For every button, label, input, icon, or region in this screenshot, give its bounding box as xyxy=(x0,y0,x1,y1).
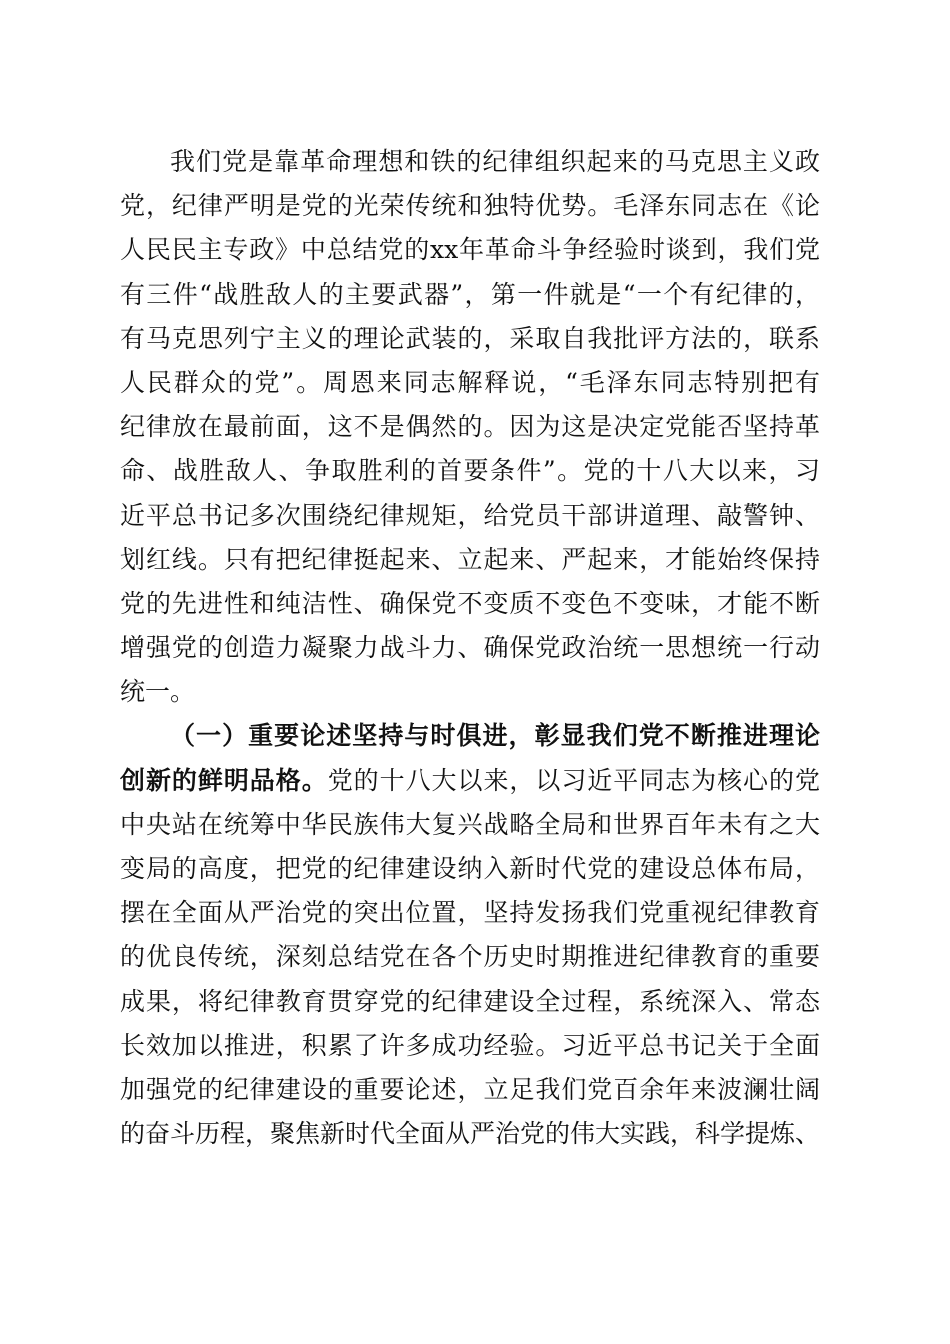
paragraph-line: 人民群众的党”。周恩来同志解释说，“毛泽东同志特别把有 xyxy=(120,367,820,397)
paragraph-1 xyxy=(120,140,820,714)
paragraph-line xyxy=(120,759,820,803)
document-body xyxy=(120,140,820,1156)
paragraph-line: 近平总书记多次围绕纪律规矩，给党员干部讲道理、敲警钟、 xyxy=(120,500,820,530)
paragraph-line: 划红线。只有把纪律挺起来、立起来、严起来，才能始终保持 xyxy=(120,544,820,574)
paragraph-2 xyxy=(120,714,820,1156)
paragraph-line: 摆在全面从严治党的突出位置，坚持发扬我们党重视纪律教育 xyxy=(120,898,820,928)
paragraph-line: 党的先进性和纯洁性、确保党不变质不变色不变味，才能不断 xyxy=(120,588,820,618)
paragraph-line: 增强党的创造力凝聚力战斗力、确保党政治统一思想统一行动 xyxy=(120,633,820,663)
paragraph-line: 有马克思列宁主义的理论武装的，采取自我批评方法的，联系 xyxy=(120,323,820,353)
paragraph-line: 成果，将纪律教育贯穿党的纪律建设全过程，系统深入、常态 xyxy=(120,986,820,1016)
section-heading-end: 创新的鲜明品格。 xyxy=(120,765,328,795)
paragraph-line: 党，纪律严明是党的光荣传统和独特优势。毛泽东同志在《论 xyxy=(120,191,820,221)
paragraph-line: 变局的高度，把党的纪律建设纳入新时代党的建设总体布局， xyxy=(120,854,820,883)
paragraph-line: 我们党是靠革命理想和铁的纪律组织起来的马克思主义政 xyxy=(170,147,820,176)
paragraph-line: 有三件“战胜敌人的主要武器”，第一件就是“一个有纪律的， xyxy=(120,279,820,309)
paragraph-line: 的优良传统，深刻总结党在各个历史时期推进纪律教育的重要 xyxy=(120,942,820,972)
paragraph-line: 纪律放在最前面，这不是偶然的。因为这是决定党能否坚持革 xyxy=(120,412,820,442)
paragraph-line: 的奋斗历程，聚焦新时代全面从严治党的伟大实践，科学提炼、 xyxy=(120,1119,821,1149)
paragraph-line: 加强党的纪律建设的重要论述，立足我们党百余年来波澜壮阔 xyxy=(120,1074,820,1104)
paragraph-line: 长效加以推进，积累了许多成功经验。习近平总书记关于全面 xyxy=(120,1030,820,1060)
paragraph-line: 中央站在统筹中华民族伟大复兴战略全局和世界百年未有之大 xyxy=(120,809,820,839)
paragraph-text: 党的十八大以来，以习近平同志为核心的党 xyxy=(327,765,820,795)
paragraph-line: 人民民主专政》中总结党的xx年革命斗争经验时谈到，我们党 xyxy=(120,235,820,265)
paragraph-line: 命、战胜敌人、争取胜利的首要条件”。党的十八大以来，习 xyxy=(120,456,820,486)
section-heading: （一）重要论述坚持与时俱进，彰显我们党不断推进理论 xyxy=(170,721,820,751)
paragraph-line: 统一。 xyxy=(120,677,196,707)
